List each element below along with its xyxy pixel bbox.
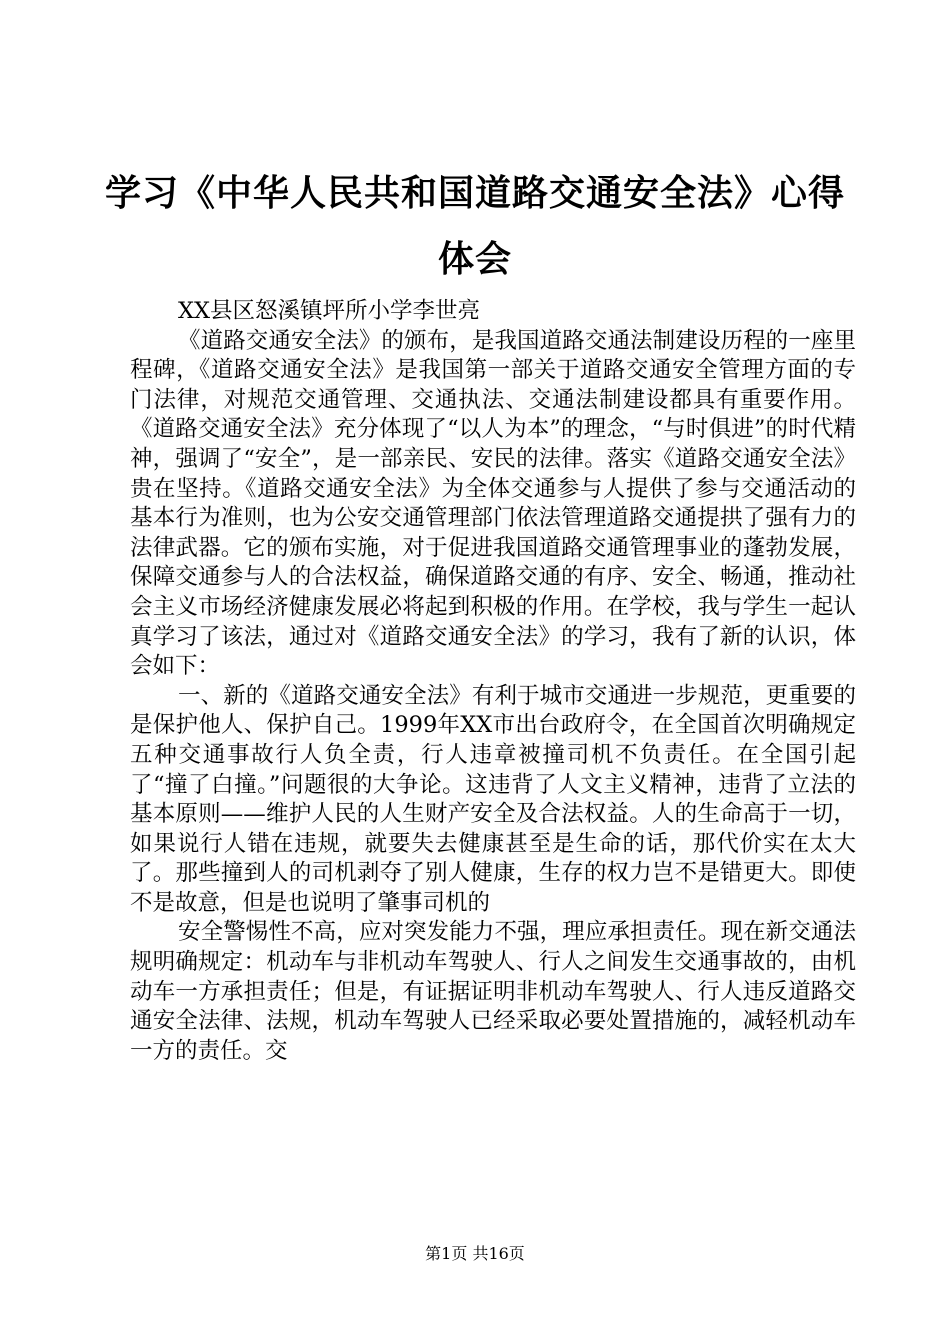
paragraph-continuation: 安全警惕性不高，应对突发能力不强，理应承担责任。现在新交通法规明确规定：机动车与非机动车驾驶人、行人之间发生交通事故的，由机动车一方承担责任；但是，有证据证明非机动车驾驶人、行人违反道路交通安全法律、法规，机动车驾驶人已经采取必要处置措施的，减轻机动车一方的责任。交: [130, 919, 856, 1064]
author-line: XX县区怒溪镇坪所小学李世亮: [178, 298, 481, 324]
document-title: 学习《中华人民共和国道路交通安全法》心得体会: [104, 172, 845, 280]
page-footer: 第1页 共16页: [425, 1244, 525, 1263]
paragraph-intro: 《道路交通安全法》的颁布，是我国道路交通法制建设历程的一座里程碑，《道路交通安全法》是我国第一部关于道路交通安全管理方面的专门法律，对规范交通管理、交通执法、交通法制建设都具有重要作用。《道路交通安全法》充分体现了“以人为本”的理念，“与时俱进”的时代精神，强调了“安全”，是一部亲民、安民的法律。落实《道路交通安全法》贵在坚持。《道路交通安全法》为全体交通参与人提供了参与交通活动的基本行为准则，也为公安交通管理部门依法管理道路交通提拱了强有力的法律武器。它的颁布实施，对于促进我国道路交通管理事业的蓬勃发展，保障交通参与人的合法权益，确保道路交通的有序、安全、畅通，推动社会主义市场经济健康发展必将起到积极的作用。在学校，我与学生一起认真学习了该法，通过对《道路交通安全法》的学习，我有了新的认识，体会如下：: [130, 327, 856, 680]
document-body: [130, 297, 856, 1066]
paragraph-point-one: 一、新的《道路交通安全法》有利于城市交通进一步规范，更重要的是保护他人、保护自己。1999年XX市出台政府令，在全国首次明确规定五种交通事故行人负全责，行人违章被撞司机不负责任。在全国引起了“撞了白撞。”问题很的大争论。这违背了人文主义精神，违背了立法的基本原则——维护人民的人生财产安全及合法权益。人的生命高于一切，如果说行人错在违规，就要失去健康甚至是生命的话，那代价实在太大了。那些撞到人的司机剥夺了别人健康，生存的权力岂不是错更大。即使不是故意，但是也说明了肇事司机的: [130, 682, 856, 916]
